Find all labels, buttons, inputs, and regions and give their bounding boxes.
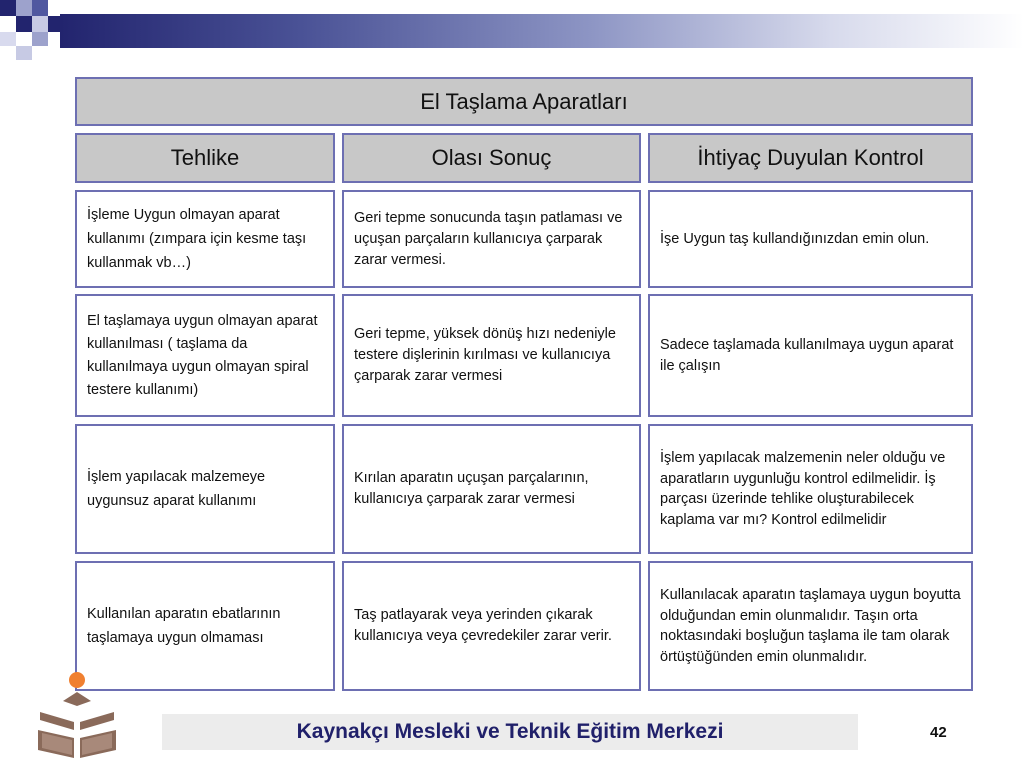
table-cell-r1-c2: Geri tepme sonucunda taşın patlaması ve uçuşan parçaların kullanıcıya çarparak zarar vermesi.: [342, 190, 641, 288]
table-cell-r2-c1: El taşlamaya uygun olmayan aparat kullanılması ( taşlama da kullanılmaya uygun olmayan spiral testere kullanımı): [75, 294, 335, 417]
table-cell-r3-c3: İşlem yapılacak malzemenin neler olduğu ve aparatların uygunluğu kontrol edilmelidir. İş parçası üzerinde tehlike oluşturabilecek kaplama var mı? Kontrol edilmelidir: [648, 424, 973, 554]
column-header-kontrol: İhtiyaç Duyulan Kontrol: [648, 133, 973, 183]
page-number: 42: [930, 724, 947, 741]
table-cell-r2-c2: Geri tepme, yüksek dönüş hızı nedeniyle testere dişlerinin kırılması ve kullanıcıya çarparak zarar vermesi: [342, 294, 641, 417]
table-cell-r3-c2: Kırılan aparatın uçuşan parçalarının, kullanıcıya çarparak zarar vermesi: [342, 424, 641, 554]
top-gradient-bar: [60, 14, 1024, 48]
column-header-olasi-sonuc: Olası Sonuç: [342, 133, 641, 183]
table-cell-r1-c3: İşe Uygun taş kullandığınızdan emin olun.: [648, 190, 973, 288]
column-header-tehlike: Tehlike: [75, 133, 335, 183]
table-cell-r4-c3: Kullanılacak aparatın taşlamaya uygun boyutta olduğundan emin olunmalıdır. Taşın orta noktasındaki boşluğun taşlama ile tam olarak örtüştüğünden emin olunmalıdır.: [648, 561, 973, 691]
table-cell-r4-c2: Taş patlayarak veya yerinden çıkarak kullanıcıya veya çevredekiler zarar verir.: [342, 561, 641, 691]
table-title: El Taşlama Aparatları: [75, 77, 973, 126]
footer-institution-name: Kaynakçı Mesleki ve Teknik Eğitim Merkezi: [162, 714, 858, 750]
table-cell-r3-c1: İşlem yapılacak malzemeye uygunsuz aparat kullanımı: [75, 424, 335, 554]
table-cell-r2-c3: Sadece taşlamada kullanılmaya uygun aparat ile çalışın: [648, 294, 973, 417]
table-cell-r1-c1: İşleme Uygun olmayan aparat kullanımı (zımpara için kesme taşı kullanmak vb…): [75, 190, 335, 288]
table-cell-r4-c1: Kullanılan aparatın ebatlarının taşlamaya uygun olmaması: [75, 561, 335, 691]
institution-logo-icon: [30, 668, 125, 760]
